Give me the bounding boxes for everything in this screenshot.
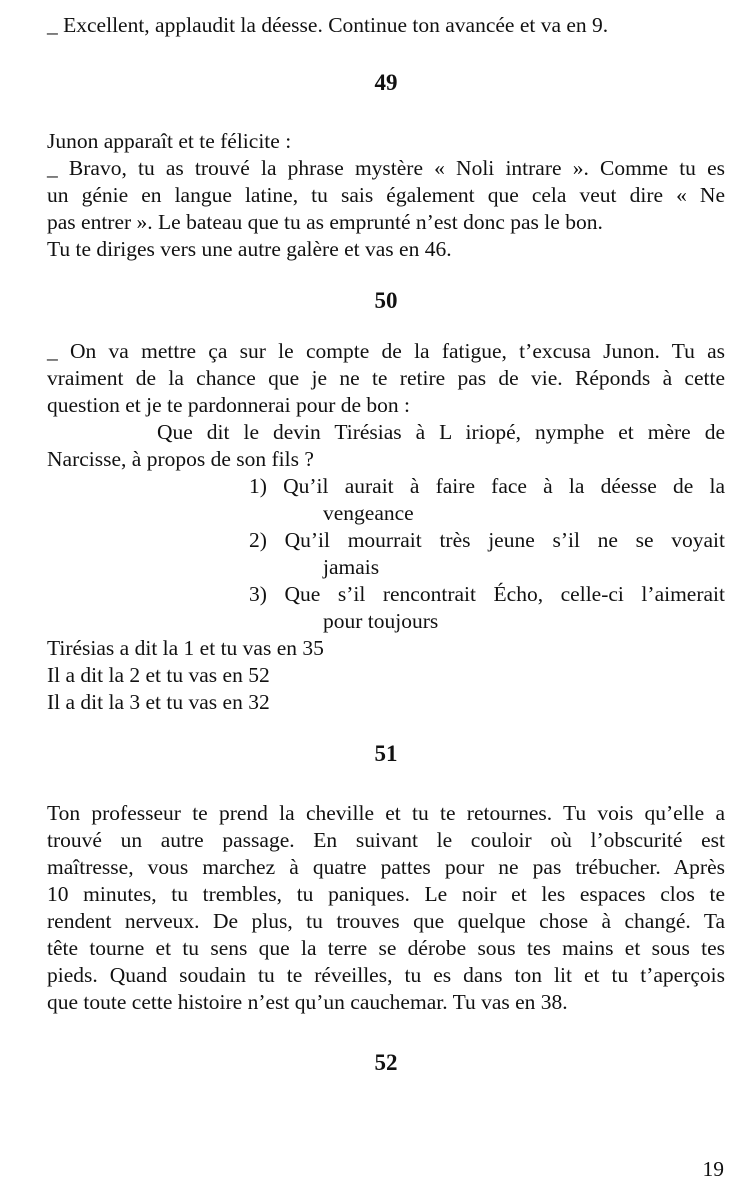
paragraph-line: Ton professeur te prend la cheville et tu te retournes. Tu vois qu’elle a — [47, 801, 725, 825]
answer-option-1-cont: vengeance — [323, 501, 414, 525]
paragraph-line: que toute cette histoire n’est qu’un cauchemar. Tu vas en 38. — [47, 990, 568, 1014]
answer-option-3: 3) Que s’il rencontrait Écho, celle-ci l’aimerait — [249, 582, 725, 606]
riddle-question: Narcisse, à propos de son fils ? — [47, 447, 314, 471]
outcome-line: Tirésias a dit la 1 et tu vas en 35 — [47, 636, 324, 660]
section-number-52: 52 — [374, 1050, 398, 1075]
section-number-51: 51 — [374, 741, 398, 766]
section-48-closing-line: _ Excellent, applaudit la déesse. Continue ton avancée et va en 9. — [47, 13, 609, 37]
paragraph-line: 10 minutes, tu trembles, tu paniques. Le noir et les espaces clos te — [47, 882, 725, 906]
paragraph-line: question et je te pardonnerai pour de bon : — [47, 393, 411, 417]
paragraph-line: pieds. Quand soudain tu te réveilles, tu es dans ton lit et tu t’aperçois — [47, 963, 725, 987]
section-number-49: 49 — [374, 70, 398, 95]
book-page — [47, 12, 725, 1080]
paragraph-line: _ On va mettre ça sur le compte de la fatigue, t’excusa Junon. Tu as — [47, 339, 725, 363]
section-51-text — [47, 800, 725, 1016]
paragraph-line: Junon apparaît et te félicite : — [47, 129, 292, 153]
page-number: 19 — [702, 1157, 724, 1181]
answer-option-2: 2) Qu’il mourrait très jeune s’il ne se voyait — [249, 528, 725, 552]
paragraph-line: _ Bravo, tu as trouvé la phrase mystère « Noli intrare ». Comme tu es — [47, 156, 725, 180]
paragraph-line: un génie en langue latine, tu sais également que cela veut dire « Ne — [47, 183, 725, 207]
paragraph-line: maîtresse, vous marchez à quatre pattes pour ne pas trébucher. Après — [47, 855, 725, 879]
outcome-line: Il a dit la 2 et tu vas en 52 — [47, 663, 270, 687]
section-49-text — [47, 128, 725, 263]
section-number-50: 50 — [374, 288, 398, 313]
answer-option-1: 1) Qu’il aurait à faire face à la déesse de la — [249, 474, 725, 498]
riddle-question: Que dit le devin Tirésias à L iriopé, nymphe et mère de — [157, 420, 725, 444]
paragraph-line: Tu te diriges vers une autre galère et vas en 46. — [47, 237, 452, 261]
paragraph-line: pas entrer ». Le bateau que tu as emprunté n’est donc pas le bon. — [47, 210, 603, 234]
paragraph-line: rendent nerveux. De plus, tu trouves que quelque chose à changé. Ta — [47, 909, 725, 933]
answer-option-2-cont: jamais — [323, 555, 380, 579]
paragraph-line: tête tourne et tu sens que la terre se dérobe sous tes mains et sous tes — [47, 936, 725, 960]
paragraph-line: trouvé un autre passage. En suivant le couloir où l’obscurité est — [47, 828, 725, 852]
answer-option-3-cont: pour toujours — [323, 609, 439, 633]
outcome-line: Il a dit la 3 et tu vas en 32 — [47, 690, 270, 714]
paragraph-line: vraiment de la chance que je ne te retire pas de vie. Réponds à cette — [47, 366, 725, 390]
section-50-text — [47, 338, 725, 716]
